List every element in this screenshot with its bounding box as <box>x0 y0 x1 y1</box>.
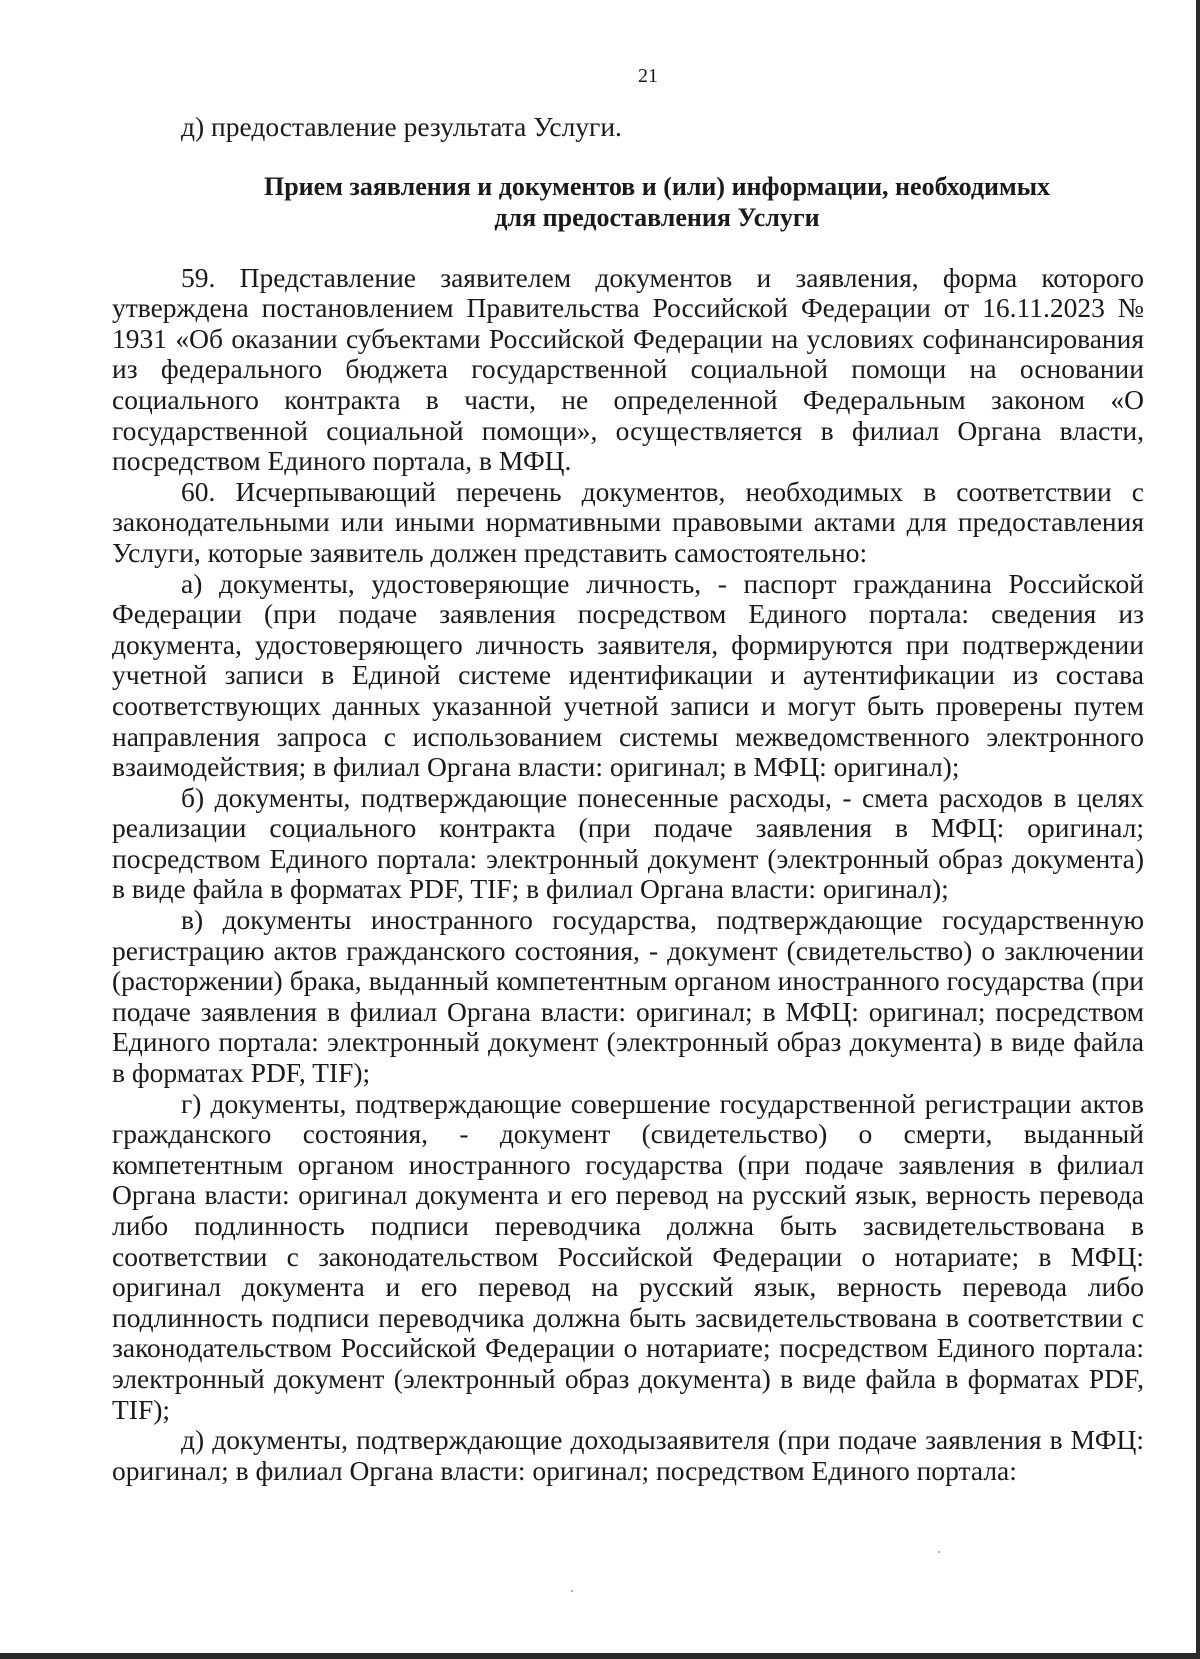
list-item-a: а) документы, удостоверяющие личность, - паспорт гражданина Российской Федерации (при подаче заявления посредством Единого портала: сведения из документа, удостоверяющего личность заявителя, формируются при подтверждении учетной записи в Единой системе идентификации и аутентификации из состава соответствующих данных указанной учетной записи и могут быть проверены путем направления запроса с использованием системы межведомственного электронного взаимодействия; в филиал Органа власти: оригинал; в МФЦ: оригинал); <box>112 567 1144 783</box>
section-heading-line-1: Прием заявления и документов и (или) информации, необходимых <box>263 171 1050 201</box>
scan-edge-right <box>1196 0 1200 1659</box>
page-number: 21 <box>638 65 658 87</box>
intro-list-item: д) предоставление результата Услуги. <box>181 111 622 142</box>
paragraph-59: 59. Представление заявителем документов и заявления, форма которого утверждена постановлением Правительства Российской Федерации от 16.11.2023 № 1931 «Об оказании субъектами Российской Федерации на условиях софинансирования из федерального бюджета государственной социальной помощи на основании социального контракта в части, не определенной Федеральным законом «О государственной социальной помощи», осуществляется в филиал Органа власти, посредством Единого портала, в МФЦ. <box>112 261 1144 477</box>
list-item-b: б) документы, подтверждающие понесенные расходы, - смета расходов в целях реализации социального контракта (при подаче заявления в МФЦ: оригинал; посредством Единого портала: электронный документ (электронный образ документа) в виде файла в форматах PDF, TIF; в филиал Органа власти: оригинал); <box>112 781 1144 905</box>
list-item-d: д) документы, подтверждающие доходызаявителя (при подаче заявления в МФЦ: оригинал; в филиал Органа власти: оригинал; посредством Единого портала: <box>112 1424 1144 1486</box>
document-page <box>112 64 1144 1486</box>
scan-speck <box>938 1551 940 1553</box>
scan-edge-bottom <box>0 1653 1200 1659</box>
scan-speck <box>571 1590 573 1592</box>
section-heading <box>112 171 1144 233</box>
paragraph-60: 60. Исчерпывающий перечень документов, необходимых в соответствии с законодательными или иными нормативными правовыми актами для предоставления Услуги, которые заявитель должен представить самостоятельно: <box>112 475 1144 568</box>
list-item-v: в) документы иностранного государства, подтверждающие государственную регистрацию актов гражданского состояния, - документ (свидетельство) о заключении (расторжении) брака, выданный компетентным органом иностранного государства (при подаче заявления в филиал Органа власти: оригинал; в МФЦ: оригинал; посредством Единого портала: электронный документ (электронный образ документа) в виде файла в форматах PDF, TIF); <box>112 904 1144 1089</box>
list-item-g: г) документы, подтверждающие совершение государственной регистрации актов гражданского состояния, - документ (свидетельство) о смерти, выданный компетентным органом иностранного государства (при подаче заявления в филиал Органа власти: оригинал документа и его перевод на русский язык, верность перевода либо подлинность подписи переводчика должна быть засвидетельствована в соответствии с законодательством Российской Федерации о нотариате; в МФЦ: оригинал документа и его перевод на русский язык, верность перевода либо подлинность подписи переводчика должна быть засвидетельствована в соответствии с законодательством Российской Федерации о нотариате; посредством Единого портала: электронный документ (электронный образ документа) в виде файла в форматах PDF, TIF); <box>112 1087 1144 1425</box>
section-heading-line-2: для предоставления Услуги <box>494 202 820 232</box>
